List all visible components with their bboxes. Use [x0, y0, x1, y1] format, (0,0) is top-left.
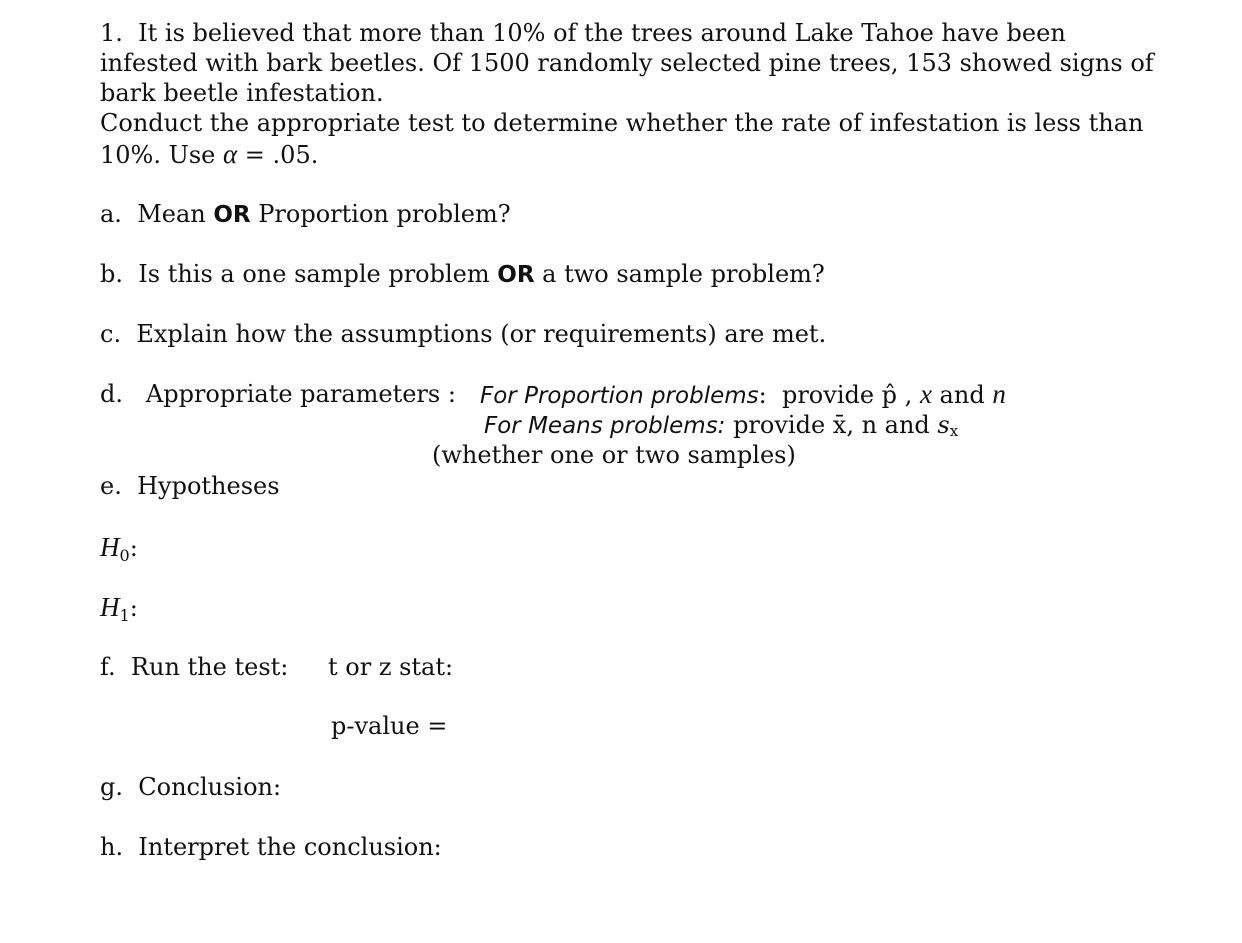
- part-d-prop-and: and: [931, 381, 993, 409]
- part-h: [100, 832, 442, 862]
- part-d-note-text: (whether one or two samples): [432, 441, 796, 469]
- part-a: [100, 199, 511, 230]
- part-a-bold: OR: [213, 202, 251, 228]
- part-f-label: f.: [100, 653, 116, 681]
- part-c-label: c.: [100, 320, 122, 348]
- problem-text-5: 10%. Use: [100, 141, 223, 169]
- part-a-text-pre: Mean: [137, 200, 214, 228]
- problem-text-1: It is believed that more than 10% of the trees around Lake Tahoe have been: [138, 19, 1066, 47]
- h1-letter: H: [100, 592, 120, 622]
- problem-line-5: [100, 139, 318, 170]
- part-g-text: Conclusion:: [138, 773, 282, 801]
- part-d-means-label: For Means problems:: [484, 413, 726, 439]
- problem-text-4: Conduct the appropriate test to determine whether the rate of infestation is less than: [100, 109, 1144, 137]
- problem-text-3: bark beetle infestation.: [100, 79, 384, 107]
- h0-line: [100, 532, 138, 571]
- part-a-text-post: Proportion problem?: [250, 200, 511, 228]
- part-a-label: a.: [100, 200, 122, 228]
- part-f: [100, 652, 288, 682]
- part-e-label: e.: [100, 472, 122, 500]
- part-f-text: Run the test:: [130, 653, 289, 681]
- stat-label: t or z stat:: [328, 653, 454, 681]
- problem-line-1: [100, 18, 1066, 48]
- part-d-text: Appropriate parameters :: [145, 380, 456, 408]
- part-d-means-s-sub: x: [949, 422, 959, 440]
- pvalue-line: [331, 711, 447, 741]
- part-d-prop-x: x: [919, 379, 932, 409]
- part-d-means-text: provide x̄, n and: [725, 411, 938, 439]
- problem-line-3: [100, 78, 384, 108]
- stat-line: [328, 652, 453, 682]
- part-d-label: d.: [100, 380, 123, 408]
- pvalue-label: p-value =: [331, 712, 448, 740]
- part-b-text-post: a two sample problem?: [534, 260, 825, 288]
- part-b-label: b.: [100, 260, 123, 288]
- part-c: [100, 319, 826, 349]
- part-b-text-pre: Is this a one sample problem: [138, 260, 498, 288]
- part-e: [100, 471, 280, 501]
- problem-line-2: [100, 48, 1154, 78]
- part-g-label: g.: [100, 773, 123, 801]
- part-d-means-s: s: [937, 411, 950, 439]
- h1-sub: 1: [119, 606, 130, 625]
- part-d-prop-n: n: [992, 379, 1006, 409]
- part-e-text: Hypotheses: [137, 472, 280, 500]
- h0-letter: H: [100, 532, 120, 562]
- problem-line-4: [100, 108, 1144, 138]
- part-b: [100, 259, 825, 290]
- alpha-symbol: α: [222, 139, 238, 169]
- part-b-bold: OR: [497, 262, 535, 288]
- part-d-prop-text: : provide p̂ ,: [758, 381, 920, 409]
- h1-line: [100, 592, 138, 631]
- part-h-label: h.: [100, 833, 124, 861]
- part-d: [100, 379, 456, 409]
- part-c-text: Explain how the assumptions (or requirements) are met.: [136, 320, 827, 348]
- part-d-note: [432, 440, 796, 470]
- alpha-value: = .05.: [237, 141, 319, 169]
- part-g: [100, 772, 281, 802]
- part-d-proportion-line: [480, 379, 1006, 411]
- h0-sub: 0: [119, 546, 130, 565]
- problem-number: 1.: [100, 19, 123, 47]
- problem-text-2: infested with bark beetles. Of 1500 randomly selected pine trees, 153 showed signs of: [100, 49, 1154, 77]
- h0-colon: :: [129, 534, 138, 562]
- part-d-prop-label: For Proportion problems: [480, 383, 759, 409]
- part-h-text: Interpret the conclusion:: [138, 833, 442, 861]
- h1-colon: :: [129, 594, 138, 622]
